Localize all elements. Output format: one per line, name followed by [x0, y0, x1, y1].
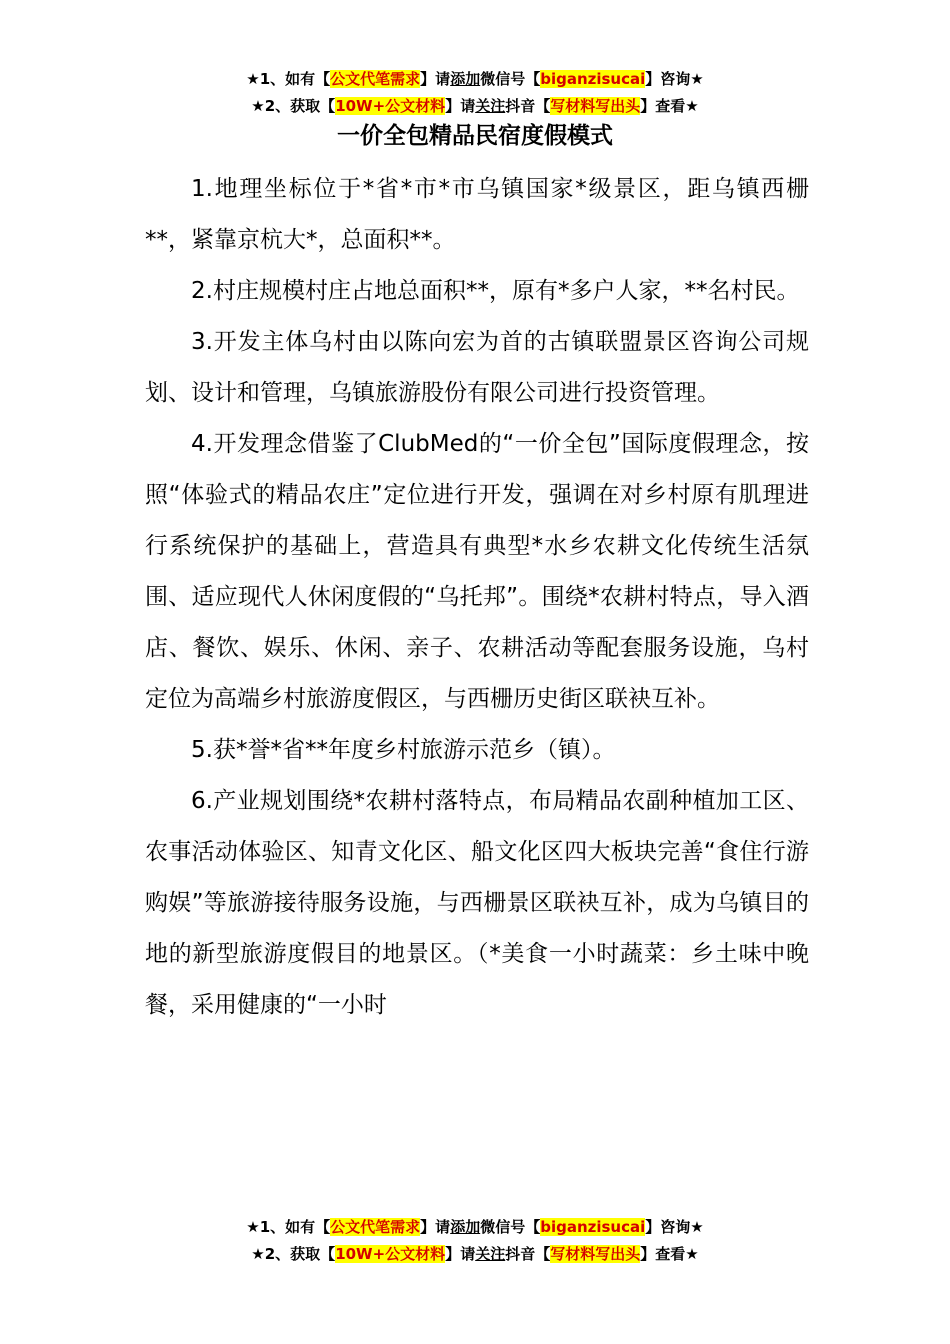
banner-underline: 添加: [450, 1218, 481, 1236]
banner-highlight: 10W+公文材料: [335, 97, 446, 115]
banner-text: 】请: [420, 70, 451, 88]
banner-text: ★1、如有【: [246, 70, 331, 88]
banner-text: ★2、获取【: [251, 97, 336, 115]
banner-highlight: 10W+公文材料: [335, 1245, 446, 1263]
paragraph-5: 5.获*誉*省**年度乡村旅游示范乡（镇）。: [191, 737, 616, 763]
banner-highlight: 公文代笔需求: [330, 1218, 421, 1236]
banner-line-1: [0, 66, 950, 93]
banner-line-1: [0, 1214, 950, 1241]
banner-text: ★2、获取【: [251, 1245, 336, 1263]
paragraph-2: 2.村庄规模村庄占地总面积**，原有*多户人家，**名村民。: [191, 278, 800, 304]
banner-text: 抖音【: [505, 97, 551, 115]
banner-text: 】请: [445, 97, 476, 115]
paragraph-1: 1.地理坐标位于*省*市*市乌镇国家*级景区，距乌镇西栅**，紧靠京杭大*，总面积**。: [145, 176, 809, 253]
banner-underline: 关注: [475, 97, 506, 115]
banner-text: 】请: [420, 1218, 451, 1236]
header-banner: [0, 66, 950, 120]
banner-highlight-douyin: 写材料写出头: [550, 1245, 641, 1263]
banner-highlight: 公文代笔需求: [330, 70, 421, 88]
document-title: 一价全包精品民宿度假模式: [337, 123, 613, 149]
banner-text: 抖音【: [505, 1245, 551, 1263]
paragraph-4: 4.开发理念借鉴了ClubMed的“一价全包”国际度假理念，按照“体验式的精品农庄”定位进行开发，强调在对乡村原有肌理进行系统保护的基础上，营造具有典型*水乡农耕文化传统生活氛围、适应现代人休闲度假的“乌托邦”。围绕*农耕村特点，导入酒店、餐饮、娱乐、休闲、亲子、农耕活动等配套服务设施，乌村定位为高端乡村旅游度假区，与西栅历史街区联袂互补。: [145, 431, 809, 712]
banner-line-2: [0, 1241, 950, 1268]
banner-text: 】咨询★: [645, 70, 704, 88]
paragraph-3: 3.开发主体乌村由以陈向宏为首的古镇联盟景区咨询公司规划、设计和管理，乌镇旅游股份有限公司进行投资管理。: [145, 329, 809, 406]
banner-highlight-wechat: biganzisucai: [540, 1218, 646, 1236]
document-body: [145, 164, 809, 1031]
footer-banner: [0, 1214, 950, 1268]
banner-text: 】咨询★: [645, 1218, 704, 1236]
banner-text: 】查看★: [640, 97, 699, 115]
banner-line-2: [0, 93, 950, 120]
banner-text: 微信号【: [480, 70, 541, 88]
banner-text: ★1、如有【: [246, 1218, 331, 1236]
banner-highlight-douyin: 写材料写出头: [550, 97, 641, 115]
banner-underline: 关注: [475, 1245, 506, 1263]
banner-text: 】查看★: [640, 1245, 699, 1263]
banner-underline: 添加: [450, 70, 481, 88]
banner-text: 】请: [445, 1245, 476, 1263]
banner-text: 微信号【: [480, 1218, 541, 1236]
paragraph-6: 6.产业规划围绕*农耕村落特点，布局精品农副种植加工区、农事活动体验区、知青文化区、船文化区四大板块完善“食住行游购娱”等旅游接待服务设施，与西栅景区联袂互补，成为乌镇目的地的新型旅游度假目的地景区。（*美食一小时蔬菜：乡土味中晚餐，采用健康的“一小时: [145, 788, 809, 1018]
banner-highlight-wechat: biganzisucai: [540, 70, 646, 88]
